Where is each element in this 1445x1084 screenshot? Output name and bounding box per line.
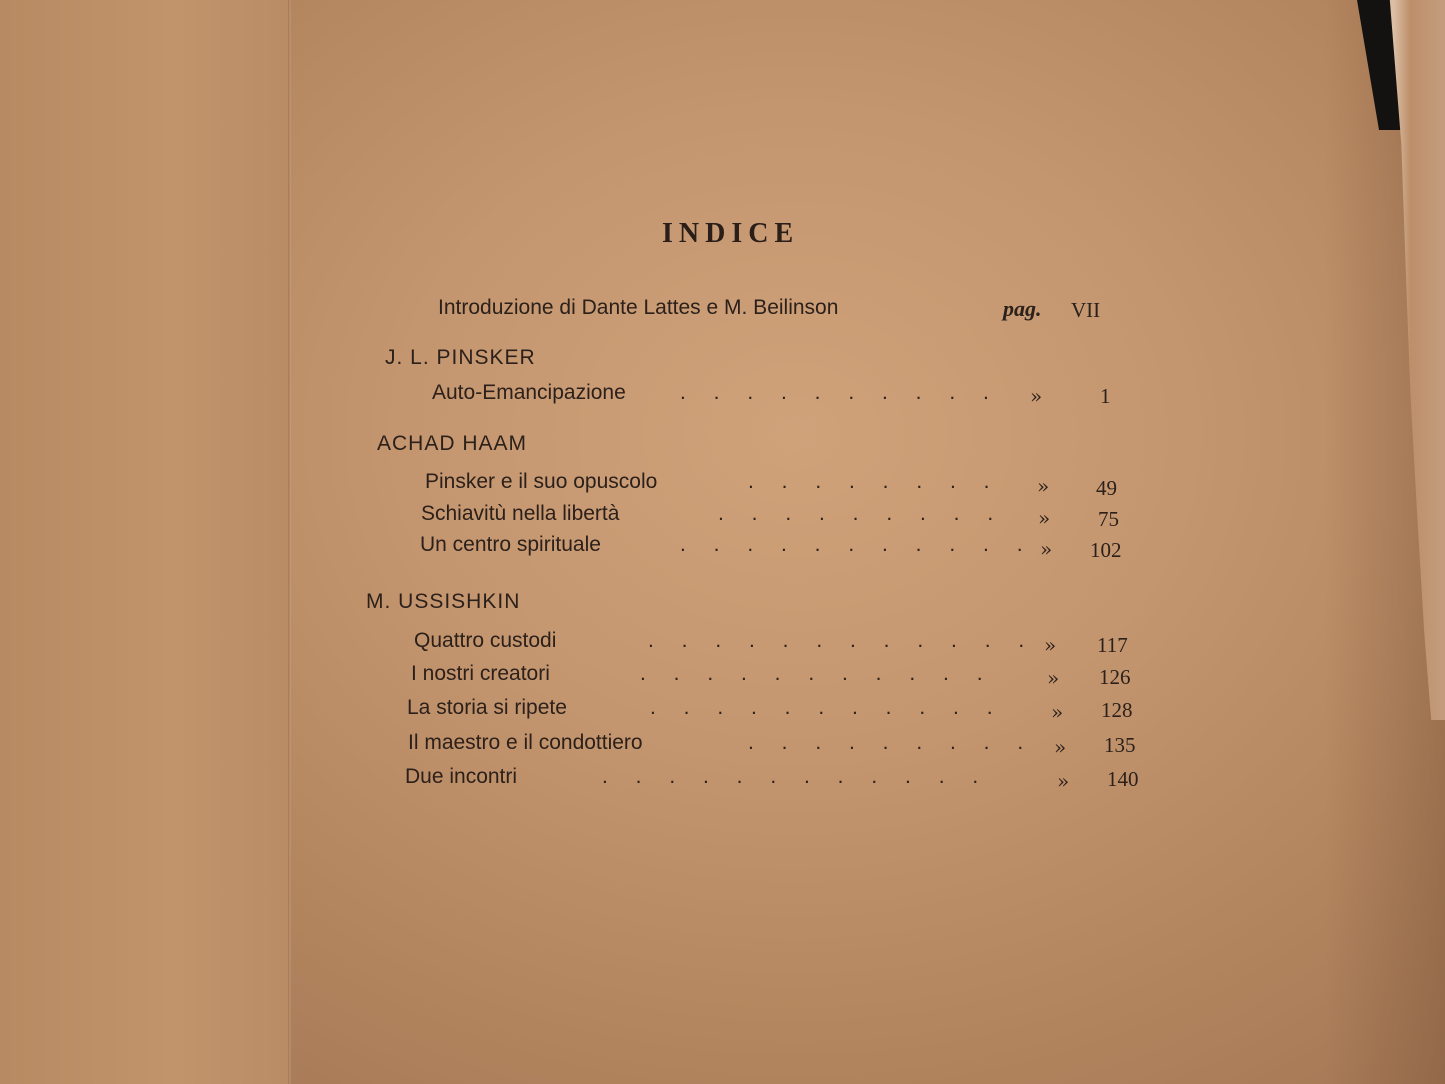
entry-title: I nostri creatori — [411, 662, 550, 685]
section-author: J. L. PINSKER — [385, 346, 536, 369]
entry-title: Due incontri — [405, 765, 518, 788]
ditto-mark: » — [1054, 735, 1067, 759]
section-author: M. USSISHKIN — [366, 590, 521, 613]
entry-page: 135 — [1104, 733, 1136, 757]
dot-leader: . . . . . . . . . — [748, 731, 1035, 754]
entry-title: Auto-Emancipazione — [432, 381, 626, 404]
intro-page: VII — [1071, 298, 1101, 322]
dot-leader: . . . . . . . . — [748, 470, 1001, 493]
dot-leader: . . . . . . . . . . . — [640, 662, 994, 685]
section-author: ACHAD HAAM — [377, 432, 528, 455]
dot-leader: . . . . . . . . . . . — [650, 696, 1004, 719]
entry-page: 128 — [1101, 698, 1133, 722]
ditto-mark: » — [1040, 537, 1053, 561]
ditto-mark: » — [1051, 700, 1064, 724]
ditto-mark: » — [1037, 474, 1050, 498]
index-title: INDICE — [662, 218, 800, 249]
entry-title: Pinsker e il suo opuscolo — [425, 470, 658, 493]
page-fold — [288, 0, 291, 1084]
ditto-mark: » — [1047, 666, 1060, 690]
ditto-mark: » — [1030, 384, 1043, 408]
ditto-mark: » — [1038, 506, 1051, 530]
dot-leader: . . . . . . . . . . . — [680, 533, 1034, 556]
dot-leader: . . . . . . . . . — [718, 502, 1005, 525]
dot-leader: . . . . . . . . . . . . — [648, 629, 1036, 652]
entry-title: Schiavitù nella libertà — [421, 502, 620, 525]
entry-title: Quattro custodi — [414, 629, 557, 652]
dot-leader: . . . . . . . . . . — [680, 381, 1000, 404]
pag-label: pag. — [1003, 296, 1042, 321]
ditto-mark: » — [1044, 633, 1057, 657]
entry-title: La storia si ripete — [407, 696, 567, 719]
entry-title: Il maestro e il condottiero — [408, 731, 643, 754]
entry-page: 126 — [1099, 665, 1131, 689]
entry-page: 1 — [1100, 384, 1111, 408]
entry-page: 117 — [1097, 633, 1128, 657]
entry-page: 102 — [1090, 538, 1122, 562]
entry-title: Un centro spirituale — [420, 533, 601, 556]
intro-label: Introduzione di Dante Lattes e M. Beilinson — [438, 296, 839, 319]
entry-page: 140 — [1107, 767, 1139, 791]
entry-page: 75 — [1098, 507, 1119, 531]
ditto-mark: » — [1057, 769, 1070, 793]
left-page — [0, 0, 290, 1084]
entry-page: 49 — [1096, 476, 1117, 500]
dot-leader: . . . . . . . . . . . . — [602, 765, 990, 788]
